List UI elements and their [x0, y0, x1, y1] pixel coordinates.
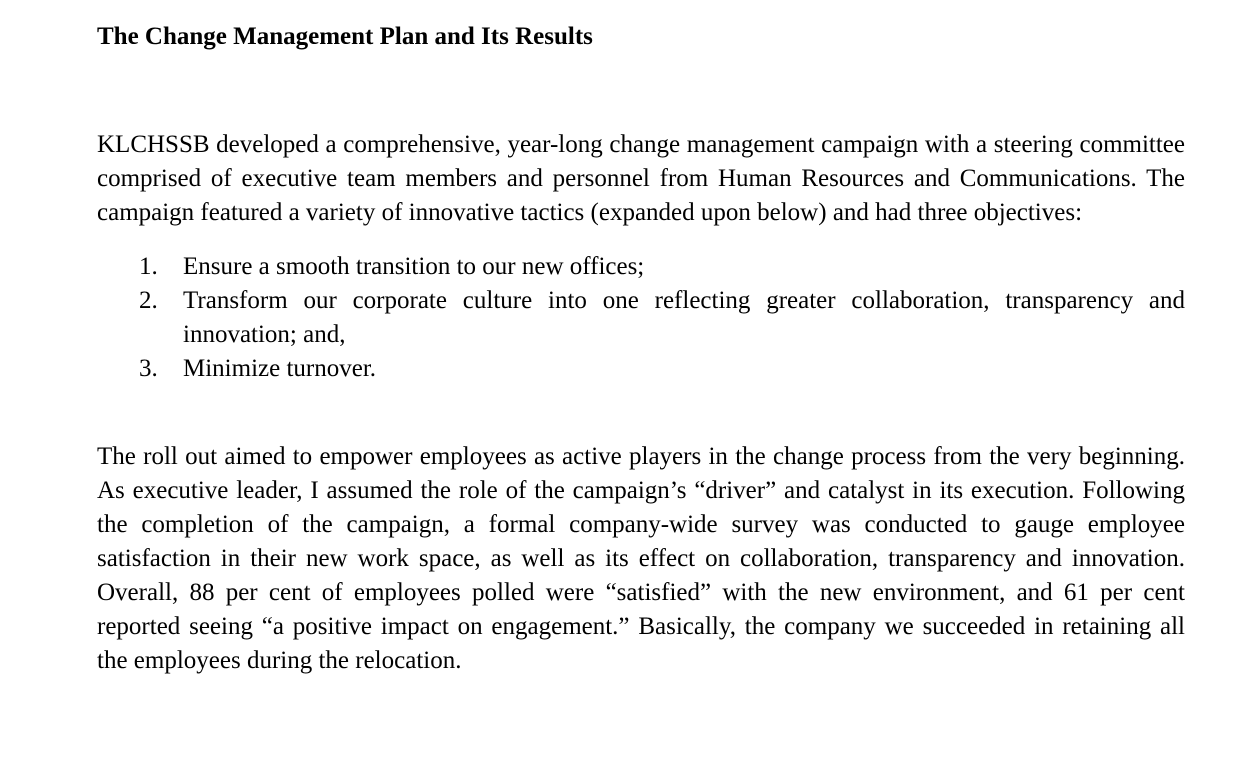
list-item	[97, 284, 1185, 352]
list-item-text: Transform our corporate culture into one reflecting greater collaboration, transparency and innovation; and,	[183, 287, 1185, 348]
list-item	[97, 250, 1185, 284]
document-page	[97, 20, 1185, 678]
objectives-list	[97, 250, 1185, 386]
list-item-number: 2.	[139, 287, 158, 314]
document-heading: The Change Management Plan and Its Results	[97, 23, 593, 50]
list-item-text: Minimize turnover.	[183, 355, 377, 382]
results-paragraph: The roll out aimed to empower employees as active players in the change process from the very beginning. As executive leader, I assumed the role of the campaign’s “driver” and catalyst in its execution. Following the completion of the campaign, a formal company-wide survey was conducted to gauge employee satisfaction in their new work space, as well as its effect on collaboration, transparency and innovation. Overall, 88 per cent of employees polled were “satisfied” with the new environment, and 61 per cent reported seeing “a positive impact on engagement.” Basically, the company we succeeded in retaining all the employees during the relocation.	[97, 443, 1185, 674]
list-item-number: 1.	[139, 253, 158, 280]
intro-paragraph: KLCHSSB developed a comprehensive, year-long change management campaign with a steering committee comprised of executive team members and personnel from Human Resources and Communications. The campaign featured a variety of innovative tactics (expanded upon below) and had three objectives:	[97, 131, 1185, 226]
list-item-number: 3.	[139, 355, 158, 382]
list-item-text: Ensure a smooth transition to our new offices;	[183, 253, 645, 280]
list-item	[97, 352, 1185, 386]
